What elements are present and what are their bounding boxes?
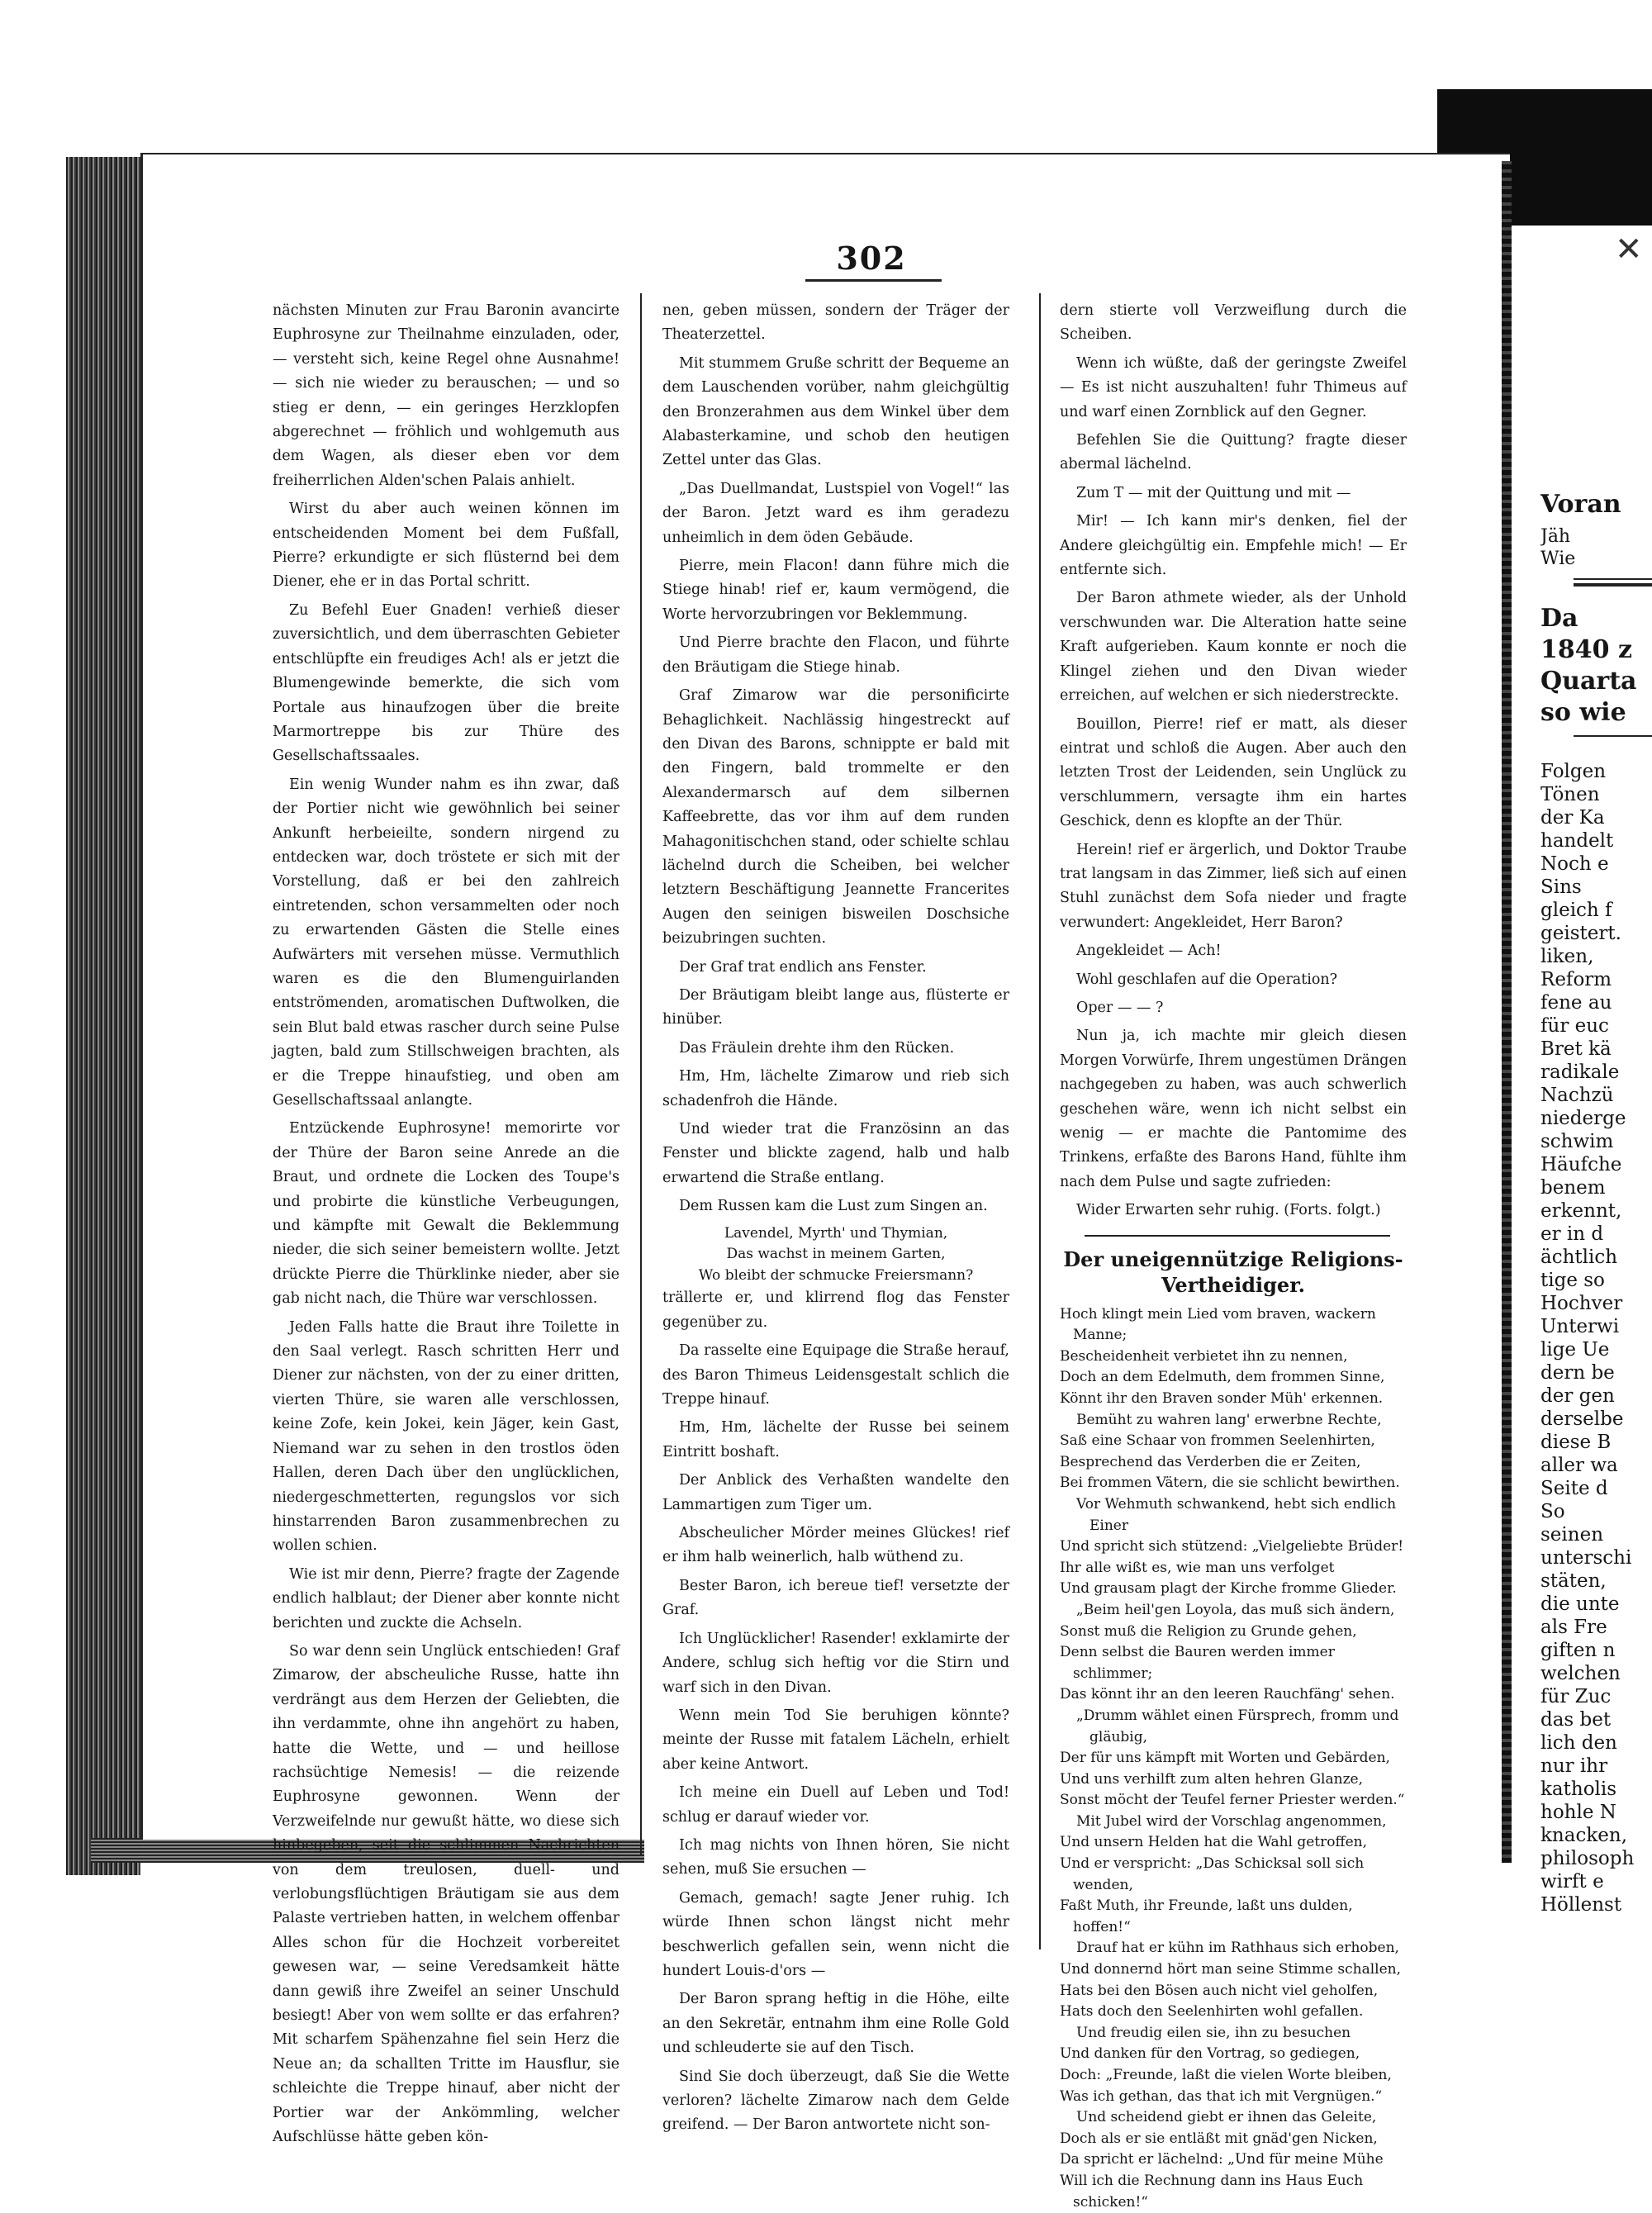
fragment-line: benem [1540,1177,1606,1199]
paragraph: Zum T — mit der Quittung und mit — [1076,484,1351,501]
song-line: Wo bleibt der schmucke Freiersmann? [698,1266,974,1284]
paragraph: Dem Russen kam die Lust zum Singen an. [679,1198,988,1215]
fragment-line: ächtlich [1540,1247,1618,1268]
paragraph: Und Pierre brachte den Flacon, und führte den Bräutigam die Stiege hinab. [662,634,1009,676]
paragraph: Wirst du aber auch weinen können im entscheidenden Moment bei dem Fußfall, Pierre? erkundigte er sich flüsternd bei dem Diener, ehe er in das Portal schritt. [273,501,620,591]
paragraph: Befehlen Sie die Quittung? fragte dieser abermal lächelnd. [1060,432,1407,473]
fragment-line: nur ihr [1540,1755,1608,1777]
fragment-line: Reform [1540,969,1612,990]
paragraph: Hm, Hm, lächelte der Russe bei seinem Eintritt boshaft. [662,1419,1009,1460]
fragment-line: so wie [1540,698,1626,727]
fragment-line: welchen [1540,1663,1621,1684]
fragment-line: stäten, [1540,1570,1607,1592]
right-page-rule [1574,578,1652,580]
fragment-line: geistert. [1540,923,1621,944]
poem-line: Und uns verhilft zum alten hehren Glanze, [1060,1770,1363,1788]
paragraph: Herein! rief er ärgerlich, und Doktor Traube trat langsam in das Zimmer, ließ sich auf einen Stuhl zunächst dem Sofa nieder und fragte verwundert: Angekleidet, Herr Baron? [1060,841,1407,931]
fragment-line: er in d [1540,1223,1604,1245]
poem-line: Doch als er sie entläßt mit gnäd'gen Nicken, [1060,2130,1378,2147]
poem-line: Und freudig eilen sie, ihn zu besuchen [1076,2024,1351,2041]
text-column-1 [273,299,620,2154]
poem-line: Saß eine Schaar von frommen Seelenhirten, [1060,1432,1375,1450]
poem-line: Und er verspricht: „Das Schicksal soll sich wenden, [1060,1855,1365,1893]
paragraph: Zu Befehl Euer Gnaden! verhieß dieser zuversichtlich, und dem überraschten Gebieter entschlüpfte ein freudiges Ach! als er jetzt die Blumengewinde bemerkte, die sich vom Portale aus hinaufzogen über die breite Marmortreppe bis zur Thüre des Gesellschaftssaales. [273,601,620,765]
paragraph: Bester Baron, ich bereue tief! versetzte der Graf. [662,1577,1009,1619]
paragraph: Wider Erwarten sehr ruhig. (Forts. folgt.) [1076,1202,1381,1219]
book-page-edges [66,157,140,1875]
poem-line: Bescheidenheit verbietet ihn zu nennen, [1060,1347,1348,1365]
poem-line: Besprechend das Verderben die er Zeiten, [1060,1453,1361,1470]
poem-line: Bei frommen Vätern, die sie schlicht bewirthen. [1060,1475,1400,1492]
paragraph: Wenn ich wüßte, daß der geringste Zweifel — Es ist nicht auszuhalten! fuhr Thimeus auf und warf einen Zornblick auf den Gegner. [1060,354,1407,420]
poem-line: Könnt ihr den Braven sonder Müh' erkennen. [1060,1390,1384,1407]
fragment-line: Tönen [1540,784,1600,805]
poem-line: Sonst muß die Religion zu Grunde gehen, [1060,1622,1357,1640]
poem-line: Hats doch den Seelenhirten wohl gefallen. [1060,2003,1364,2021]
fragment-line: niederge [1540,1108,1626,1129]
poem-line: Doch: „Freunde, laßt die vielen Worte bleiben, [1060,2067,1392,2083]
paragraph: Mit stummem Gruße schritt der Bequeme an dem Lauschenden vorüber, nahm gleichgültig den Bronzerahmen aus dem Winkel über dem Alabasterkamine, und schob den heutigen Zettel unter das Glas. [662,354,1009,469]
paragraph: Gemach, gemach! sagte Jener ruhig. Ich würde Ihnen schon längst nicht mehr beschwerlich gefallen sein, wenn nicht die hundert Louis-d'ors — [662,1889,1009,1979]
poem-title-line: Der uneigennützige Religions- [1063,1247,1403,1271]
fragment-line: 1840 z [1540,635,1632,664]
fragment-line: Höllenst [1540,1894,1622,1916]
fragment-line: hohle N [1540,1802,1616,1823]
fragment-line: liken, [1540,946,1594,967]
fragment-line: für Zuc [1540,1686,1612,1707]
fragment-line: Unterwi [1540,1316,1620,1337]
paragraph: So war denn sein Unglück entschieden! Graf Zimarow, der abscheuliche Russe, hatte ihn verdrängt aus dem Herzen der Geliebten, die ihn verdammte, ohne ihn angehört zu haben, hatte die Wette, und — und heillose rachsüchtige Nemesis! — die reizende Euphrosyne gewonnen. Wenn der Verzweifelnde nur gewußt hätte, wo diese sich hinbegeben, seit die schlimmen Nachrichten von dem treulosen, duell- und verlobungsflüchtigen Bräutigam sie aus dem Palaste vertrieben hatten, in welchem offenbar Alles schon für die Hochzeit vorbereitet gewesen war, — seine Veredsamkeit hätte dann gewiß ihre Zweifel an seiner Unschuld besiegt! Aber von wem sollte er das erfahren? Mit scharfem Spähenzahne fiel sein Herz die Neue an; da schallten Tritte im Hausflur, sie schleichte die Treppe hinauf, aber nicht der Portier war der Ankömmling, welcher Aufschlüsse hätte geben kön- [273,1642,620,2146]
fragment-line: So [1540,1501,1565,1522]
paragraph: Der Bräutigam bleibt lange aus, flüsterte er hinüber. [662,986,1009,1028]
poem-line: Der für uns kämpft mit Worten und Gebärden, [1060,1750,1390,1767]
fragment-line: Folgen [1540,761,1607,782]
paragraph: Und wieder trat die Französinn an das Fenster und blickte zagend, halb und halb erwartend die Straße entlang. [662,1121,1009,1186]
paragraph: Wohl geschlafen auf die Operation? [1076,971,1338,988]
fragment-line: das bet [1540,1709,1612,1731]
paragraph: Sind Sie doch überzeugt, daß Sie die Wette verloren? lächelte Zimarow nach dem Gelde greifend. — Der Baron antwortete nicht son- [662,2068,1009,2134]
fragment-line: lige Ue [1540,1339,1610,1361]
paragraph: Wenn mein Tod Sie beruhigen könnte? meinte der Russe mit fatalem Lächeln, erhielt aber keine Antwort. [662,1707,1009,1773]
paragraph: Entzückende Euphrosyne! memorirte vor der Thüre der Baron seine Anrede an die Braut, und ordnete die Locken des Toupe's und probirte die künstliche Verbeugungen, und kämpfte mit Gewalt die Beklemmung nieder, die sich seiner bemeistern wollte. Jetzt drückte Pierre die Thürklinke nieder, aber sie gab nicht nach, die Thüre war verschlossen. [273,1120,620,1308]
book-gutter [1502,161,1512,1863]
fragment-line: gleich f [1540,900,1612,921]
poem-line: Faßt Muth, ihr Freunde, laßt uns dulden, hoffen!“ [1060,1897,1353,1935]
paragraph: Der Baron athmete wieder, als der Unhold verschwunden war. Die Alteration hatte seine Kraft aufgerieben. Kaum konnte er noch die Klingel ziehen und den Divan wieder erreichen, auf welchen er sich niederstreckte. [1060,590,1407,705]
poem-line: Und danken für den Vortrag, so gediegen, [1060,2045,1360,2063]
fragment-line: aller wa [1540,1455,1618,1476]
fragment-line: seinen [1540,1524,1604,1546]
fragment-line: fene au [1540,992,1612,1014]
poem-line: Denn selbst die Bauren werden immer schlimmer; [1060,1644,1335,1682]
right-page-rule [1574,583,1652,586]
poem-line: Will ich die Rechnung dann ins Haus Euch schicken!“ [1060,2172,1364,2211]
poem-line: Bemüht zu wahren lang' erwerbne Rechte, [1076,1411,1382,1428]
song-line: Das wachst in meinem Garten, [726,1246,946,1263]
fragment-line: als Fre [1540,1617,1607,1638]
fragment-line: Jäh [1540,526,1571,547]
fragment-line: der gen [1540,1385,1615,1407]
poem-line: Vor Wehmuth schwankend, hebt sich endlich Einer [1076,1495,1397,1534]
paragraph: Hm, Hm, lächelte Zimarow und rieb sich schadenfroh die Hände. [662,1068,1009,1109]
paragraph: Ich mag nichts von Ihnen hören, Sie nicht sehen, muß Sie ersuchen — [662,1836,1009,1878]
song-line: Lavendel, Myrth' und Thymian, [724,1224,948,1242]
fragment-line: dern be [1540,1362,1615,1384]
fragment-line: giften n [1540,1640,1616,1661]
poem-line: Und donnernd hört man seine Stimme schallen, [1060,1961,1402,1978]
fragment-line: Wie [1540,549,1576,569]
paragraph: Abscheulicher Mörder meines Glückes! rief er ihm halb weinerlich, halb wüthend zu. [662,1525,1009,1566]
fragment-line: schwim [1540,1131,1614,1152]
paragraph: Nun ja, ich machte mir gleich diesen Morgen Vorwürfe, Ihrem ungestümen Drängen nachgegeben zu haben, was auch schwerlich geschehen wäre, wenn ich nicht selbst ein wenig — er machte die Pantomime des Trinkens, erfaßte des Barons Hand, fühlte ihm nach dem Pulse und sagte zufrieden: [1060,1028,1407,1190]
poem-line: Mit Jubel wird der Vorschlag angenommen, [1076,1812,1387,1830]
poem-line: Und scheidend giebt er ihnen das Geleite, [1076,2109,1377,2126]
fragment-line: knacken, [1540,1825,1628,1846]
poem-line: Hoch klingt mein Lied vom braven, wackern Manne; [1060,1305,1376,1344]
poem-title [1060,1247,1407,1298]
right-page-subheader [1540,525,1652,570]
fragment-line: philosoph [1540,1848,1635,1869]
poem-line: Sonst möcht der Teufel ferner Priester werden.“ [1060,1792,1405,1809]
poem-line: Doch an dem Edelmuth, dem frommen Sinne, [1060,1369,1385,1386]
poem-line: Und unsern Helden hat die Wahl getroffen, [1060,1834,1367,1851]
paragraph: Graf Zimarow war die personificirte Behaglichkeit. Nachlässig hingestreckt auf den Divan des Barons, schnippte er bald mit den Fingern, bald trommelte er den Alexandermarsch auf dem silbernen Kaffeebrette, das vor ihm auf dem runden Mahagonitischchen stand, oder schielte schlau lächelnd durch die Scheiben, bei welcher letztern Beschäftigung Jeannette Francerites Augen den seinigen bisweilen Doschsiche beizubringen suchten. [662,687,1009,947]
fragment-line: tige so [1540,1270,1605,1291]
poem-line: Hats bei den Bösen auch nicht viel geholfen, [1060,1982,1379,1999]
fragment-line: Noch e [1540,853,1609,875]
paragraph: Bouillon, Pierre! rief er matt, als dieser eintrat und schloß die Augen. Aber auch den letzten Trost der Leidenden, sein Unglück zu verschlummern, versagte ihm ein hartes Geschick, denn es klopfte an der Thür. [1060,715,1407,830]
fragment-line: für euc [1540,1015,1609,1037]
fragment-line: Häufche [1540,1154,1622,1175]
paragraph: nen, geben müssen, sondern der Träger der Theaterzettel. [662,302,1009,344]
paragraph: Das Fräulein drehte ihm den Rücken. [679,1039,955,1057]
poem-title-line: Vertheidiger. [1161,1272,1305,1297]
poem-line: Drauf hat er kühn im Rathhaus sich erhoben, [1076,1940,1399,1957]
paragraph: Ich Unglücklicher! Rasender! exklamirte der Andere, schlug sich heftig vor die Stirn und warf sich in den Divan. [662,1630,1009,1696]
text-column-2 [662,299,1009,2142]
fragment-line: unterschi [1540,1547,1632,1569]
right-page-column-fragment [1540,760,1652,1916]
poem-line: Und spricht sich stützend: „Vielgeliebte Brüder! [1060,1538,1404,1555]
fragment-line: Bret kä [1540,1038,1612,1060]
page-number: 302 [836,240,907,277]
paragraph: Jeden Falls hatte die Braut ihre Toilette in den Saal verlegt. Rasch schritten Herr und Diener zur nächsten, von der zu einer dritten, vierten Thüre, sie waren alle verschlossen, keine Zofe, kein Jokei, kein Jäger, kein Gast, Niemand war zu sehen in den trostlos öden Hallen, deren Dach über den unglücklichen, niedergeschmetterten, regungslos vor sich hinstarrenden Baron zusammenbrechen zu wollen schien. [273,1318,620,1555]
fragment-line: derselbe [1540,1408,1624,1430]
paragraph: Pierre, mein Flacon! dann führe mich die Stiege hinab! rief er, kaum vermögend, die Worte hervorzubringen vor Beklemmung. [662,558,1009,623]
fragment-line: Seite d [1540,1478,1608,1499]
poem-line: Und grausam plagt der Kirche fromme Glieder. [1060,1580,1397,1598]
section-divider [1085,1235,1390,1237]
paragraph: Angekleidet — Ach! [1076,943,1222,960]
paragraph: „Das Duellmandat, Lustspiel von Vogel!“ las der Baron. Jetzt ward es ihm geradezu unheimlich in dem öden Gebäude. [662,480,1009,546]
paragraph: Der Anblick des Verhaßten wandelte den Lammartigen zum Tiger um. [662,1472,1009,1513]
text-column-3 [1060,299,1407,2213]
column-divider-1 [640,293,642,1854]
fragment-line: Da [1540,604,1578,633]
poem-line: Ihr alle wißt es, wie man uns verfolget [1060,1559,1335,1576]
fragment-line: diese B [1540,1432,1612,1453]
paragraph: nächsten Minuten zur Frau Baronin avancirte Euphrosyne zur Theilnahme einzuladen, oder, — versteht sich, keine Regel ohne Ausnahme! — sich nie wieder zu berauschen; — und so stieg er denn, — ein geringes Herzklopfen abgerechnet — fröhlich und wohlgemuth aus dem Wagen, als dieser eben vor dem freiherrlichen Alden'schen Palais anhielt. [273,302,620,489]
fragment-line: Quarta [1540,667,1637,696]
column-divider-2 [1039,293,1041,1949]
pencil-cross-mark: ✕ [1615,230,1643,268]
paragraph: Oper — — ? [1076,999,1164,1016]
poem-line: Da spricht er lächelnd: „Und für meine Mühe [1060,2151,1384,2168]
paragraph: dern stierte voll Verzweiflung durch die Scheiben. [1060,302,1407,344]
paragraph: Mir! — Ich kann mir's denken, fiel der Andere gleichgültig ein. Empfehle mich! — Er entfernte sich. [1060,513,1407,579]
right-page-header-fragment: Voran [1540,492,1621,518]
paragraph: Wie ist mir denn, Pierre? fragte der Zagende endlich halblaut; der Diener aber konnte nicht berichten und zuckte die Achseln. [273,1565,620,1631]
fragment-line: Sins [1540,876,1582,898]
right-page-block [1540,603,1652,729]
poem-line: Was ich gethan, das that ich mit Vergnügen.“ [1060,2087,1383,2105]
fragment-line: Hochver [1540,1293,1623,1314]
fragment-line: der Ka [1540,807,1605,829]
paragraph: Der Graf trat endlich ans Fenster. [679,958,927,976]
poem-line: Das könnt ihr an den leeren Rauchfäng' sehen. [1060,1686,1395,1703]
fragment-line: lich den [1540,1732,1617,1754]
right-page-rule [1574,735,1652,737]
paragraph: Der Baron sprang heftig in die Höhe, eilte an den Sekretär, entnahm ihm eine Rolle Gold und schleuderte sie auf den Tisch. [662,1991,1009,2057]
paragraph: Da rasselte eine Equipage die Straße herauf, des Baron Thimeus Leidensgestalt schlich die Treppe hinauf. [662,1342,1009,1408]
poem-body [1060,1304,1407,2213]
fragment-line: Nachzü [1540,1085,1614,1106]
paragraph: Ein wenig Wunder nahm es ihn zwar, daß der Portier nicht wie gewöhnlich bei seiner Ankunft herbeieilte, sondern nirgend zu entdecken war, doch tröstete er sich mit der Vorstellung, daß er bei den zahlreich eintretenden, schon versammelten oder noch zu erwartenden Gästen die Stelle eines Aufwärters mit versehen müsse. Vermuthlich waren es die den Blumenguirlanden entströmenden, aromatischen Duftwolken, die sein Blut bald etwas rascher durch seine Pulse jagten, bald zum Stillschweigen brachten, als er die Treppe hinaufstieg, und oben am Gesellschaftssaal anlangte. [273,776,620,1109]
fragment-line: die unte [1540,1593,1620,1615]
fragment-line: handelt [1540,830,1614,852]
fragment-line: katholis [1540,1778,1617,1800]
fragment-line: erkennt, [1540,1200,1622,1222]
page-number-underline [805,279,942,282]
paragraph: trällerte er, und klirrend flog das Fenster gegenüber zu. [662,1289,1009,1331]
poem-line: „Drumm wählet einen Fürsprech, fromm und gläubig, [1076,1707,1399,1745]
fragment-line: radikale [1540,1061,1620,1083]
paragraph: Ich meine ein Duell auf Leben und Tod! schlug er darauf wieder vor. [662,1784,1009,1826]
poem-line: „Beim heil'gen Loyola, das muß sich ändern, [1076,1601,1395,1618]
fragment-line: wirft e [1540,1871,1604,1892]
